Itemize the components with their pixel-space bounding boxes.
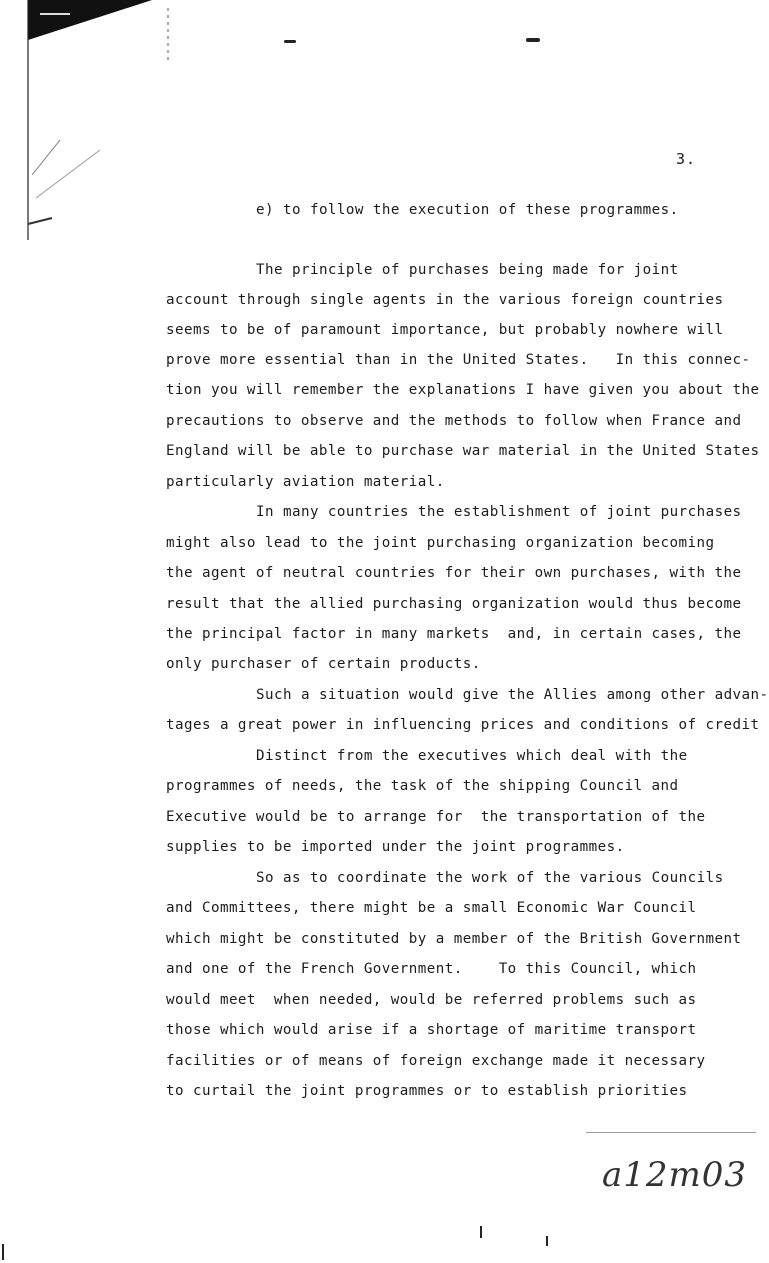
text-line: only purchaser of certain products. [166, 656, 481, 672]
text-line: prove more essential than in the United States. In this connec- [166, 352, 751, 368]
text-line: The principle of purchases being made for joint [256, 262, 679, 278]
text-line: those which would arise if a shortage of maritime transport [166, 1022, 697, 1038]
text-line: Distinct from the executives which deal with the [256, 748, 688, 764]
ink-speck [526, 38, 540, 42]
handwritten-annotation [600, 1148, 748, 1198]
ink-speck [2, 1244, 4, 1260]
text-line: England will be able to purchase war material in the United States [166, 443, 760, 459]
text-line: tion you will remember the explanations I have given you about the [166, 382, 760, 398]
ink-speck [480, 1226, 482, 1238]
text-line: supplies to be imported under the joint programmes. [166, 839, 625, 855]
text-line: might also lead to the joint purchasing organization becoming [166, 535, 715, 551]
text-line: result that the allied purchasing organization would thus become [166, 596, 742, 612]
text-line: and one of the French Government. To this Council, which [166, 961, 697, 977]
text-line: So as to coordinate the work of the various Councils [256, 870, 724, 886]
page-number: 3. [676, 150, 697, 168]
faint-rule [586, 1132, 756, 1133]
svg-text:a12m03: a12m03 [602, 1155, 748, 1195]
text-line: Such a situation would give the Allies among other advan- [256, 687, 769, 703]
torn-corner-shadow [0, 0, 190, 240]
text-line: e) to follow the execution of these programmes. [256, 202, 679, 218]
text-line: In many countries the establishment of joint purchases [256, 504, 742, 520]
text-line: would meet when needed, would be referred problems such as [166, 992, 697, 1008]
ink-speck [284, 40, 296, 43]
text-line: particularly aviation material. [166, 474, 445, 490]
text-line: account through single agents in the various foreign countries [166, 292, 724, 308]
text-line: to curtail the joint programmes or to establish priorities [166, 1083, 688, 1099]
text-line: seems to be of paramount importance, but probably nowhere will [166, 322, 724, 338]
text-line: and Committees, there might be a small Economic War Council [166, 900, 697, 916]
text-line: Executive would be to arrange for the transportation of the [166, 809, 706, 825]
text-line: which might be constituted by a member of the British Government [166, 931, 742, 947]
text-line: the principal factor in many markets and, in certain cases, the [166, 626, 742, 642]
ink-speck [546, 1236, 548, 1246]
text-line: the agent of neutral countries for their own purchases, with the [166, 565, 742, 581]
text-line: tages a great power in influencing prices and conditions of credit [166, 717, 760, 733]
text-line: facilities or of means of foreign exchange made it necessary [166, 1053, 706, 1069]
text-line: programmes of needs, the task of the shipping Council and [166, 778, 679, 794]
text-line: precautions to observe and the methods to follow when France and [166, 413, 742, 429]
